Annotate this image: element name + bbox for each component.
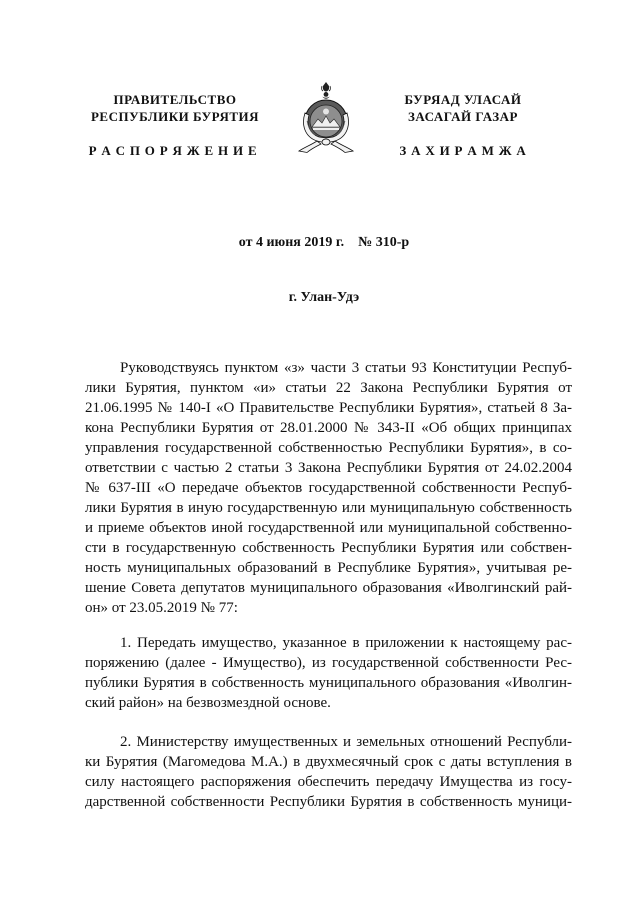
paragraph-item-2 — [85, 732, 572, 812]
text-line: он» от 23.05.2019 № 77: — [85, 600, 238, 616]
org-name-bua — [388, 91, 538, 125]
text-line: управления государственной собственностью Республики Бурятия», в со- — [85, 440, 572, 456]
order-date: от 4 июня 2019 г. — [238, 235, 345, 250]
org-name-bua-line: ЗАСАГАЙ ГАЗАР — [408, 109, 518, 124]
text-line: ский район» на безвозмездной основе. — [85, 695, 331, 711]
order-date-line — [124, 234, 524, 252]
text-line: кона Республики Бурятия от 28.01.2000 № 343-II «Об общих принципах — [85, 420, 572, 436]
text-line: 1. Передать имущество, указанное в приложении к настоящему рас- — [120, 635, 572, 651]
text-line: ответствии с частью 2 статьи 3 Закона Республики Бурятия от 24.02.2004 — [85, 460, 572, 476]
text-line: ность муниципальных образований в Республике Бурятия», учитывая ре- — [85, 560, 572, 576]
text-line: поряжению (далее - Имущество), из государственной собственности Рес- — [85, 655, 572, 671]
text-line: лики Бурятия, пунктом «и» статьи 22 Закона Республики Бурятия от — [85, 380, 572, 396]
text-line: 21.06.1995 № 140-I «О Правительстве Республики Бурятия», статьей 8 За- — [85, 400, 572, 416]
paragraph-preamble — [85, 358, 572, 618]
text-line: лики Бурятия в иную государственную или муниципальную собственность — [85, 500, 572, 516]
text-line: шение Совета депутатов муниципального образования «Иволгинский рай- — [85, 580, 572, 596]
doc-type-bua: З А Х И Р А М Ж А — [399, 143, 527, 158]
org-name-bua-line: БУРЯАД УЛАСАЙ — [404, 92, 522, 107]
org-name-ru-line: ПРАВИТЕЛЬСТВО — [113, 92, 237, 107]
text-line: № 637-III «О передаче объектов государственной собственности Респуб- — [85, 480, 572, 496]
paragraph-item-1 — [85, 633, 572, 713]
text-line: силу настоящего распоряжения обеспечить передачу Имущества из госу- — [85, 774, 572, 790]
text-line: 2. Министерству имущественных и земельных отношений Республи- — [120, 734, 572, 750]
doc-type-ru: Р А С П О Р Я Ж Е Н И Е — [88, 143, 258, 158]
text-line: сти в государственную собственность Республики Бурятия или собствен- — [85, 540, 572, 556]
text-line: публики Бурятия в собственность муниципального образования «Иволгин- — [85, 675, 572, 691]
text-line: дарственной собственности Республики Бурятия в собственность муници- — [85, 794, 572, 810]
order-city: г. Улан-Удэ — [288, 290, 360, 305]
text-line: ки Бурятия (Магомедова М.А.) в двухмесячный срок с даты вступления в — [85, 754, 572, 770]
org-name-ru — [80, 91, 270, 125]
org-name-ru-line: РЕСПУБЛИКИ БУРЯТИЯ — [90, 109, 260, 124]
text-line: Руководствуясь пунктом «з» части 3 статьи 93 Конституции Респуб- — [120, 360, 572, 376]
text-line: и приеме объектов иной государственной или муниципальной собственно- — [85, 520, 572, 536]
order-number: № 310-р — [358, 235, 410, 250]
coat-of-arms-icon — [295, 81, 357, 155]
